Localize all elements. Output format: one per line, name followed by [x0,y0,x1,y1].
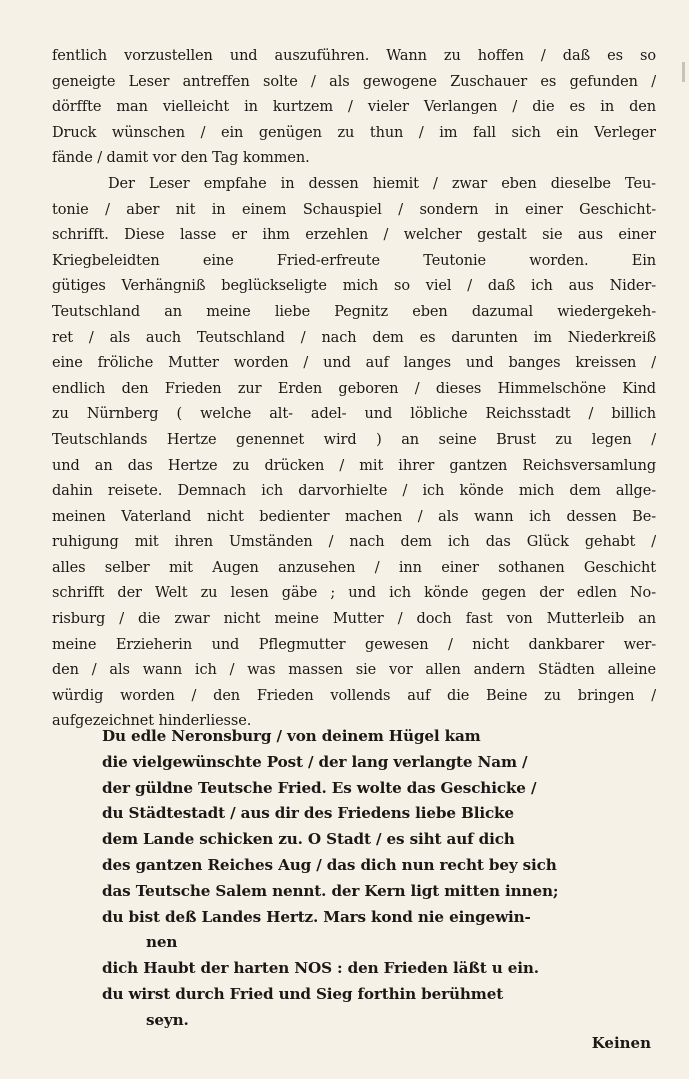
prose-line: tonie / aber nit in einem Schauspiel / sondern in einer Geschicht- [52,201,656,218]
prose-line: den / als wann ich / was massen sie vor allen andern Städten alleine [52,662,656,679]
prose-line: und an das Hertze zu drücken / mit ihrer gantzen Reichsversamlung [52,457,656,474]
prose-line: fände / damit vor den Tag kommen. [52,150,310,167]
verse-line-continuation: nen [146,933,178,952]
prose-line: eine fröliche Mutter worden / und auf langes und banges kreissen / [52,355,656,372]
prose-line: schrifft. Diese lasse er ihm erzehlen / welcher gestalt sie aus einer [52,227,656,244]
prose-line: zu Nürnberg ( welche alt- adel- und löbliche Reichsstadt / billich [52,406,656,423]
prose-line: dahin reisete. Demnach ich darvorhielte / ich könde mich dem allge- [52,483,656,500]
prose-line: Teutschlands Hertze genennet wird ) an seine Brust zu legen / [52,431,656,448]
verse-line: die vielgewünschte Post / der lang verlangte Nam / [102,752,528,771]
catchword: Keinen [591,1034,651,1052]
prose-line: risburg / die zwar nicht meine Mutter / doch fast von Mutterleib an [52,611,656,628]
prose-line: aufgezeichnet hinderliesse. [52,713,252,730]
prose-line: ruhigung mit ihren Umständen / nach dem ich das Glück gehabt / [52,534,656,551]
prose-line: fentlich vorzustellen und auszuführen. Wann zu hoffen / daß es so [52,48,656,64]
poem-block [102,724,656,1034]
verse-line: du bist deß Landes Hertz. Mars kond nie eingewin- [102,907,531,926]
prose-line: ret / als auch Teutschland / nach dem es darunten im Niederkreiß [52,329,656,346]
prose-line: geneigte Leser antreffen solte / als gewogene Zuschauer es gefunden / [52,73,656,90]
prose-line: meinen Vaterland nicht bedienter machen / als wann ich dessen Be- [52,508,656,525]
prose-line: Teutschland an meine liebe Pegnitz eben dazumal wiedergekeh- [52,303,656,320]
prose-line: endlich den Frieden zur Erden geboren / dieses Himmelschöne Kind [52,380,656,397]
verse-line: das Teutsche Salem nennt. der Kern ligt mitten innen; [102,881,559,900]
verse-line: des gantzen Reiches Aug / das dich nun recht bey sich [102,855,557,874]
prose-line: alles selber mit Augen anzusehen / inn einer sothanen Geschicht [52,559,656,576]
verse-line-continuation: seyn. [146,1010,189,1029]
verse-line: du wirst durch Fried und Sieg forthin berühmet [102,984,504,1003]
prose-line: dörffte man vielleicht in kurtzem / vieler Verlangen / die es in den [52,99,656,116]
prose-line: gütiges Verhängniß beglückseligte mich so viel / daß ich aus Nider- [52,278,656,295]
verse-line: Du edle Neronsburg / von deinem Hügel kam [102,727,481,745]
verse-line: dem Lande schicken zu. O Stadt / es siht auf dich [102,830,515,849]
page-edge-mark [682,62,685,82]
verse-line: der güldne Teutsche Fried. Es wolte das Geschicke / [102,778,537,797]
prose-line: meine Erzieherin und Pflegmutter gewesen / nicht dankbarer wer- [52,636,656,653]
prose-line: Druck wünschen / ein genügen zu thun / im fall sich ein Verleger [52,124,656,141]
prose-line: Kriegbeleidten eine Fried-erfreute Teutonie worden. Ein [52,252,656,269]
verse-line: dich Haubt der harten NOS : den Frieden läßt u ein. [102,959,539,978]
verse-line: du Städtestadt / aus dir des Friedens liebe Blicke [102,804,514,823]
prose-line: schrifft der Welt zu lesen gäbe ; und ich könde gegen der edlen No- [52,585,656,602]
prose-line: Der Leser empfahe in dessen hiemit / zwar eben dieselbe Teu- [108,175,656,192]
prose-block [52,44,656,735]
prose-line: würdig worden / den Frieden vollends auf die Beine zu bringen / [52,687,656,704]
